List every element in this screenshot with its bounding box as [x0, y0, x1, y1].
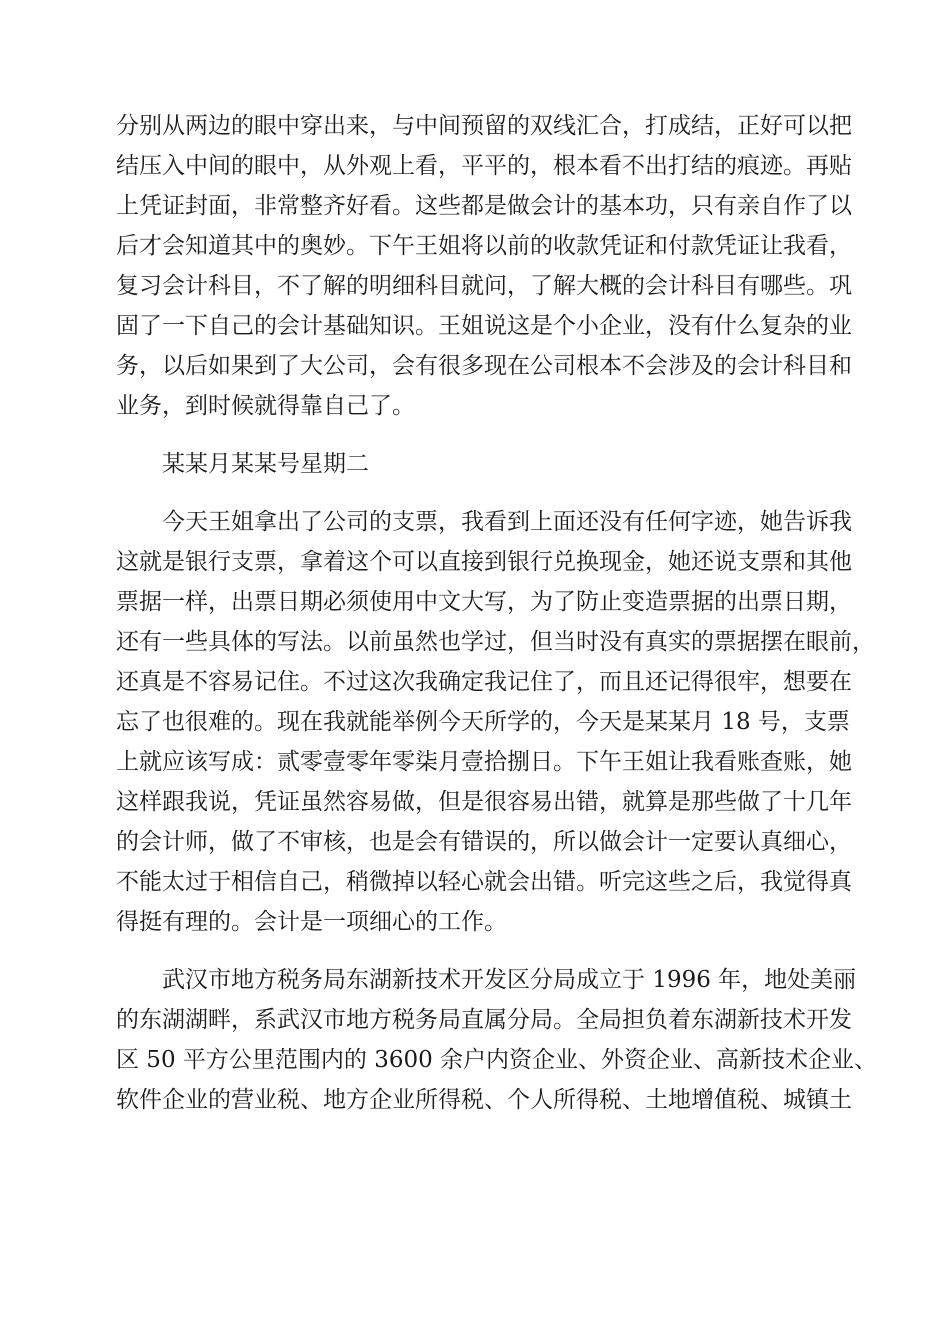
text-line: 区 50 平方公里范围内的 3600 余户内资企业、外资企业、高新技术企业、	[116, 1047, 878, 1073]
text-line: 这样跟我说，凭证虽然容易做，但是很容易出错，就算是那些做了十几年	[116, 789, 852, 815]
text-line: 票据一样，出票日期必须使用中文大写，为了防止变造票据的出票日期，	[116, 589, 852, 615]
text-line: 不能太过于相信自己，稍微掉以轻心就会出错。听完这些之后，我觉得真	[116, 869, 852, 895]
text-line: 务，以后如果到了大公司，会有很多现在公司根本不会涉及的会计科目和	[116, 353, 852, 379]
paragraph-gap	[116, 942, 856, 960]
text-line: 业务，到时候就得靠自己了。	[116, 393, 415, 419]
text-line: 软件企业的营业税、地方企业所得税、个人所得税、土地增值税、城镇土	[116, 1087, 852, 1113]
text-line: 固了一下自己的会计基础知识。王姐说这是个小企业，没有什么复杂的业	[116, 313, 852, 339]
document-body	[116, 106, 878, 1120]
text-line: 分别从两边的眼中穿出来，与中间预留的双线汇合，打成结，正好可以把	[116, 113, 852, 139]
text-line: 结压入中间的眼中，从外观上看，平平的，根本看不出打结的痕迹。再贴	[116, 153, 852, 179]
paragraph-binding-description	[116, 106, 856, 426]
paragraph-gap	[116, 426, 856, 444]
text-line: 这就是银行支票，拿着这个可以直接到银行兑换现金，她还说支票和其他	[116, 549, 852, 575]
text-line: 上就应该写成：贰零壹零年零柒月壹拾捌日。下午王姐让我看账查账，她	[116, 749, 852, 775]
paragraph-tax-bureau	[116, 960, 878, 1120]
paragraph-gap	[116, 484, 856, 502]
text-line: 的会计师，做了不审核，也是会有错误的，所以做会计一定要认真细心，	[116, 829, 852, 855]
text-line: 复习会计科目，不了解的明细科目就问，了解大概的会计科目有哪些。巩	[116, 273, 852, 299]
text-line: 得挺有理的。会计是一项细心的工作。	[116, 909, 507, 935]
text-line: 还有一些具体的写法。以前虽然也学过，但当时没有真实的票据摆在眼前，	[116, 629, 875, 655]
text-line: 上凭证封面，非常整齐好看。这些都是做会计的基本功，只有亲自作了以	[116, 193, 852, 219]
text-line: 后才会知道其中的奥妙。下午王姐将以前的收款凭证和付款凭证让我看，	[116, 233, 852, 259]
date-heading: 某某月某某号星期二	[116, 451, 369, 477]
text-line: 武汉市地方税务局东湖新技术开发区分局成立于 1996 年，地处美丽	[116, 967, 857, 993]
text-line: 今天王姐拿出了公司的支票，我看到上面还没有任何字迹，她告诉我	[116, 509, 852, 535]
paragraph-cheque	[116, 502, 875, 942]
paragraph-date-heading	[116, 444, 856, 484]
text-line: 的东湖湖畔，系武汉市地方税务局直属分局。全局担负着东湖新技术开发	[116, 1007, 852, 1033]
text-line: 忘了也很难的。现在我就能举例今天所学的，今天是某某月 18 号，支票	[116, 709, 850, 735]
text-line: 还真是不容易记住。不过这次我确定我记住了，而且还记得很牢，想要在	[116, 669, 852, 695]
